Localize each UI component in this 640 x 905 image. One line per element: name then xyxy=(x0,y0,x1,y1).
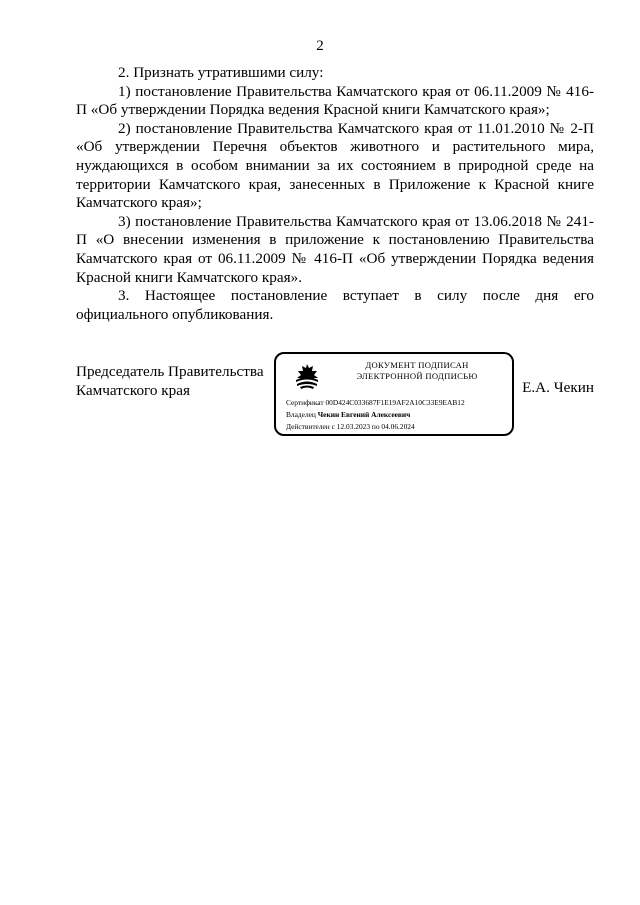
stamp-owner xyxy=(286,410,410,419)
document-body xyxy=(76,64,594,324)
paragraph-subitem-2: 2) постановление Правительства Камчатского края от 11.01.2010 № 2-П «Об утверждении Перечня объектов животного и растительного мира, нуждающихся в особом внимании за их состоянием в природной среде на территории Камчатского края, занесенных в Приложение к Красной книге Камчатского края»; xyxy=(76,119,594,212)
stamp-title-line-1: ДОКУМЕНТ ПОДПИСАН xyxy=(365,360,469,370)
certificate-label: Сертификат xyxy=(286,398,324,407)
validity-label: Действителен xyxy=(286,422,330,431)
stamp-certificate xyxy=(286,398,465,407)
signer-name: Е.А. Чекин xyxy=(522,379,594,396)
paragraph-item-2: 2. Признать утратившими силу: xyxy=(118,64,324,81)
validity-to-label: по xyxy=(371,422,380,431)
owner-value: Чекин Евгений Алексеевич xyxy=(317,410,411,419)
electronic-signature-stamp xyxy=(274,352,514,436)
stamp-title-line-2: ЭЛЕКТРОННОЙ ПОДПИСЬЮ xyxy=(356,371,478,381)
signer-position-line-2: Камчатского края xyxy=(76,381,190,399)
signer-position xyxy=(76,363,264,400)
signer-position-line-1: Председатель Правительства xyxy=(76,363,264,380)
paragraph-subitem-1: 1) постановление Правительства Камчатского края от 06.11.2009 № 416-П «Об утверждении Порядка ведения Красной книги Камчатского края»; xyxy=(76,82,594,119)
emblem-icon xyxy=(294,362,320,390)
certificate-value: 00D424C033687F1E19AF2A10C33E9EAB12 xyxy=(325,398,465,407)
stamp-validity xyxy=(286,422,415,431)
validity-to: 04.06.2024 xyxy=(381,422,415,431)
validity-from: 12.03.2023 xyxy=(336,422,371,431)
stamp-title xyxy=(336,360,498,382)
owner-label: Владелец xyxy=(286,410,316,419)
paragraph-subitem-3: 3) постановление Правительства Камчатского края от 13.06.2018 № 241-П «О внесении изменения в приложение к постановлению Правительства Камчатского края от 06.11.2009 № 416-П «Об утверждении Порядка ведения Красной книги Камчатского края». xyxy=(76,212,594,286)
validity-from-label: с xyxy=(331,422,335,431)
paragraph-item-3: 3. Настоящее постановление вступает в силу после дня его официального опубликования. xyxy=(76,287,594,323)
page-number: 2 xyxy=(316,38,324,54)
